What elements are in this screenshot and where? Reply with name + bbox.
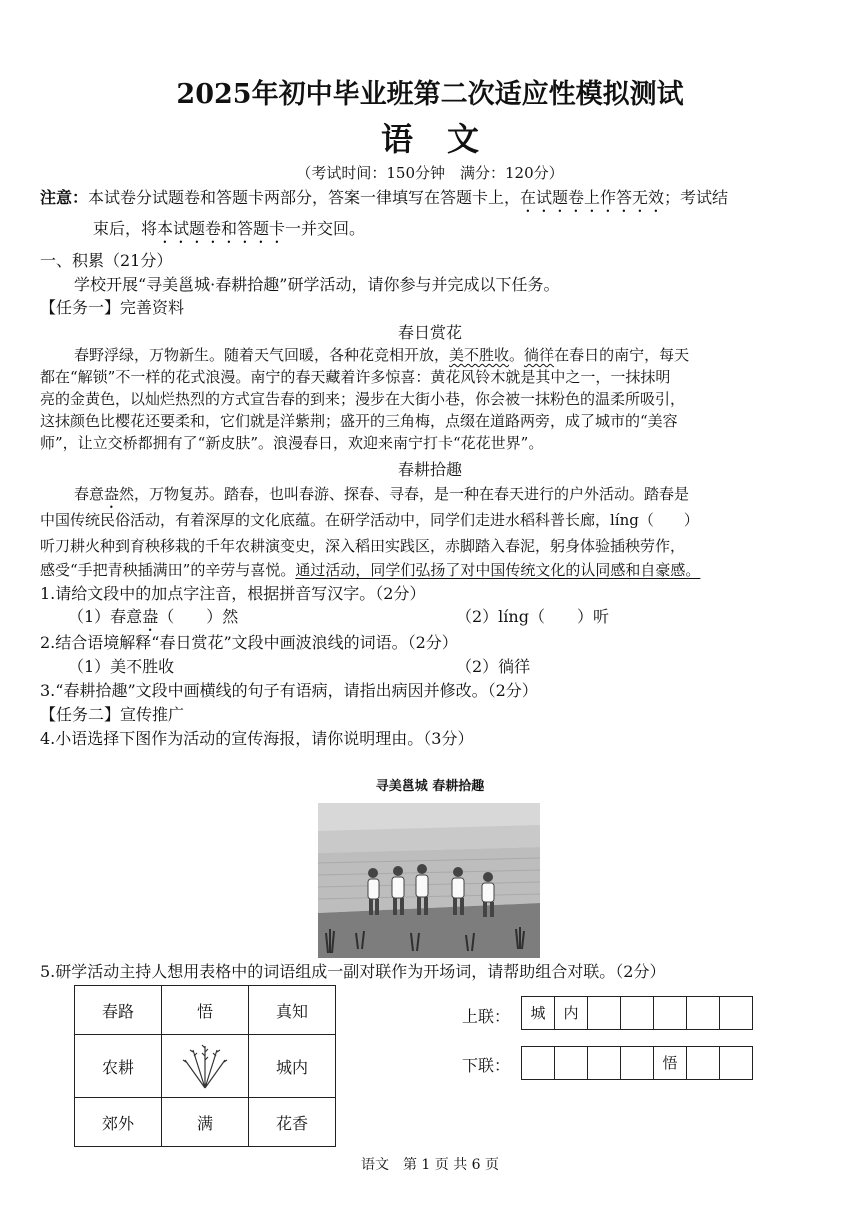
- answer-box: 城: [521, 996, 555, 1030]
- answer-box: [620, 1046, 654, 1080]
- passage-text: 在春日的南宁，每天: [554, 346, 690, 364]
- upper-couplet-boxes: [522, 996, 753, 1030]
- wavy-word: 徜徉: [524, 346, 555, 364]
- notice-text: 本试卷分试题卷和答题卡两部分，答案一律填写在答题卡上，: [88, 188, 521, 207]
- q2-item-2: （2）徜徉: [456, 657, 531, 676]
- dotted-char: 盎: [142, 607, 159, 626]
- table-row: [75, 986, 336, 1035]
- table-cell: 满: [162, 1098, 249, 1147]
- passage1-line: 都在“解锁”不一样的花式浪漫。南宁的春天藏着许多惊喜：黄花风铃木就是其中之一，一抹抹明: [40, 368, 671, 386]
- table-cell: 花香: [249, 1098, 336, 1147]
- page-footer: 语文 第 1 页 共 6 页: [360, 1157, 500, 1173]
- table-row: [75, 1035, 336, 1098]
- table-cell: [162, 1035, 249, 1098]
- notice-emphasis: 本试题卷和答题卡: [157, 219, 286, 238]
- notice-label: 注意：: [40, 188, 89, 207]
- notice-text: 束后，将: [93, 219, 158, 238]
- question-2: 2.结合语境解释“春日赏花”文段中画波浪线的词语。（2分）: [40, 633, 458, 652]
- section-intro: 学校开展“寻美邕城·春耕拾趣”研学活动，请你参与并完成以下任务。: [74, 275, 560, 294]
- notice-line-1: [40, 187, 728, 216]
- notice-text: 一并交回。: [285, 219, 366, 238]
- passage-text: 春野浮绿，万物新生。随着天气回暖，各种花竞相开放，: [74, 346, 450, 364]
- table-cell: 春路: [75, 986, 162, 1035]
- rice-paddy: [318, 847, 540, 913]
- task2-heading: 【任务二】宣传推广: [40, 705, 185, 724]
- answer-box: 悟: [653, 1046, 687, 1080]
- q1-item-1: [68, 606, 238, 635]
- lower-couplet-label: 下联：: [462, 1056, 511, 1075]
- passage2-title: 春耕拾趣: [397, 460, 462, 479]
- section-heading: 一、积累（21分）: [40, 251, 173, 270]
- passage-text: 。: [509, 346, 525, 364]
- exam-meta: （考试时间：150分钟 满分：120分）: [296, 164, 564, 182]
- q1-item-2: （2）líng（ ）听: [456, 607, 609, 626]
- notice-text: ；考试结: [664, 188, 729, 207]
- table-cell: 悟: [162, 986, 249, 1035]
- question-4: 4.小语选择下图作为活动的宣传海报，请你说明理由。（3分）: [40, 729, 474, 748]
- wavy-word: 美不胜收: [449, 346, 510, 364]
- question-5: 5.研学活动主持人想用表格中的词语组成一副对联作为开场词，请帮助组合对联。（2分）: [40, 962, 666, 981]
- table-cell: 城内: [249, 1035, 336, 1098]
- passage1-line: 这抹颜色比樱花还要柔和，它们就是洋紫荆；盛开的三角梅，点缀在道路两旁，成了城市的“美容: [40, 412, 678, 430]
- passage2-line: [74, 483, 689, 512]
- answer-box: [719, 1046, 753, 1080]
- exam-title: 2025年初中毕业班第二次适应性模拟测试: [176, 79, 684, 110]
- notice-line-2: [93, 218, 365, 247]
- table-cell: 真知: [249, 986, 336, 1035]
- passage1-line: 亮的金黄色，以灿烂热烈的方式宣告春的到来；漫步在大街小巷，你会被一抹粉色的温柔所吸引，: [40, 390, 686, 408]
- table-row: [75, 1098, 336, 1147]
- word-table: [74, 985, 336, 1147]
- subject-title: 语文: [380, 120, 513, 158]
- task1-heading: 【任务一】完善资料: [40, 298, 185, 317]
- passage-text: 然，万物复苏。踏春，也叫春游、探春、寻春，是一种在春天进行的户外活动。踏春是: [119, 485, 690, 503]
- passage-text: 春意: [74, 485, 105, 503]
- answer-box: [686, 1046, 720, 1080]
- lower-couplet-boxes: [522, 1046, 753, 1080]
- passage2-line: 中国传统民俗活动，有着深厚的文化底蕴。在研学活动中，同学们走进水稻科普长廊，líng（ ）: [40, 511, 699, 529]
- q-text: （1）春意: [68, 607, 143, 626]
- notice-emphasis: 在试题卷上作答无效: [520, 188, 665, 207]
- question-3: 3.“春耕拾趣”文段中画横线的句子有语病，请指出病因并修改。（2分）: [40, 681, 538, 700]
- question-1: 1.请给文段中的加点字注音，根据拼音写汉字。（2分）: [40, 584, 426, 603]
- passage-text: 感受“手把青秧插满田”的辛劳与喜悦。: [40, 561, 296, 579]
- dotted-char: 盎: [104, 485, 120, 503]
- passage2-line: 听刀耕火种到育秧移栽的千年农耕演变史，深入稻田实践区，赤脚踏入春泥，躬身体验插秧劳作，: [40, 537, 686, 555]
- passage1-title: 春日赏花: [397, 323, 462, 342]
- underlined-sentence: 通过活动，同学们弘扬了对中国传统文化的认同感和自豪感。: [295, 561, 701, 579]
- passage2-line: [40, 559, 700, 581]
- poster-image: [318, 803, 540, 958]
- answer-box: [587, 1046, 621, 1080]
- answer-box: [686, 996, 720, 1030]
- answer-box: [653, 996, 687, 1030]
- answer-box: 内: [554, 996, 588, 1030]
- passage1-line: 师”，让立交桥都拥有了“新皮肤”。浪漫春日，欢迎来南宁打卡“花花世界”。: [40, 434, 544, 452]
- answer-box: [620, 996, 654, 1030]
- q-text: （ ）然: [158, 607, 239, 626]
- upper-couplet-label: 上联：: [462, 1007, 511, 1026]
- answer-box: [554, 1046, 588, 1080]
- table-cell: 农耕: [75, 1035, 162, 1098]
- answer-box: [719, 996, 753, 1030]
- table-cell: 郊外: [75, 1098, 162, 1147]
- poster-title: 寻美邕城 春耕拾趣: [375, 779, 485, 794]
- passage1-line: [74, 344, 689, 366]
- wheat-icon: [175, 1038, 235, 1090]
- q2-item-1: （1）美不胜收: [68, 657, 175, 676]
- answer-box: [587, 996, 621, 1030]
- answer-box: [521, 1046, 555, 1080]
